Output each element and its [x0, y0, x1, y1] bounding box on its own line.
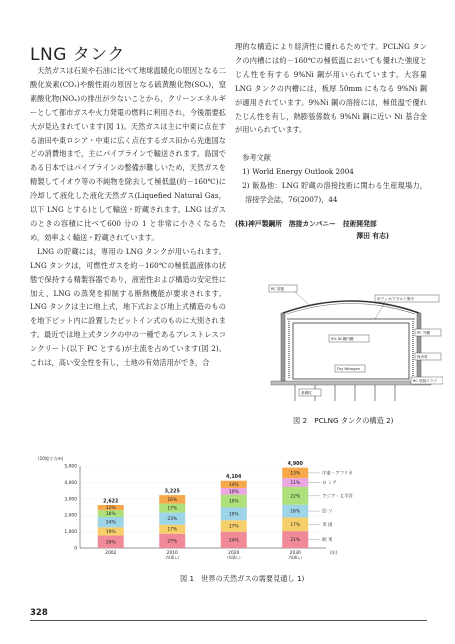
tank-structure-diagram: [265, 283, 443, 403]
legend-label: ロ シア: [322, 481, 337, 487]
legend-label: 米 国: [322, 522, 333, 528]
data-label: 24%: [228, 538, 239, 544]
figure2-caption: 図 2 PCLNG タンクの構造 2): [293, 416, 394, 425]
y-axis-label: (10億立方m): [38, 456, 64, 461]
x-tick-label: 2020: [228, 551, 240, 556]
data-label: 16%: [167, 497, 178, 503]
x-tick-label: 2002: [105, 551, 117, 556]
data-label: 13%: [290, 471, 301, 477]
page-number: 328: [30, 608, 48, 618]
bottom-slab: [271, 381, 431, 385]
data-label: 22%: [290, 494, 301, 500]
data-label: 17%: [228, 524, 239, 530]
author-name: 澤田 有志): [356, 231, 389, 240]
x-tick-label: 2030: [289, 551, 301, 556]
label-insulation: 保冷材: [417, 355, 428, 359]
data-label: 29%: [105, 540, 116, 546]
reference-item: [235, 179, 427, 207]
label-inner-tank: 9% Ni 鋼内槽: [331, 337, 354, 341]
data-label: 17%: [167, 527, 178, 533]
right-column: [235, 40, 427, 242]
x-tick-sublabel: (見通し): [288, 555, 303, 560]
x-axis-unit: (年): [330, 550, 338, 555]
label-rc-roof: RC 屋根: [271, 287, 285, 291]
data-label: 17%: [167, 506, 178, 512]
data-label: 14%: [228, 482, 239, 488]
data-label: 23%: [167, 517, 178, 523]
y-tick-label: 3,000: [64, 497, 77, 503]
roof-dome: [283, 301, 419, 313]
y-tick-label: 4,000: [64, 480, 77, 486]
data-label: 19%: [228, 512, 239, 518]
label-dry-nitrogen: Dry Nitrogen: [337, 367, 360, 371]
data-label: 17%: [290, 522, 301, 528]
x-tick-sublabel: (見通し): [165, 555, 180, 560]
legend-label: 旧 ソ: [322, 509, 333, 515]
data-label: 11%: [290, 481, 301, 487]
total-label: 3,225: [164, 489, 180, 495]
data-label: 16%: [105, 512, 116, 518]
y-tick-label: 1,000: [64, 530, 77, 536]
data-label: 16%: [290, 509, 301, 515]
data-label: 10%: [228, 489, 239, 495]
legend-label: アジア・太平洋: [322, 494, 353, 500]
total-label: 4,900: [287, 462, 303, 468]
reference-item: [235, 165, 427, 179]
data-label: 19%: [228, 499, 239, 505]
author-affiliation: (株)神戸製鋼所 溶接カンパニー 技術開発部: [235, 219, 377, 228]
references-heading: 参考文献: [242, 153, 271, 163]
y-tick-label: 2,000: [64, 513, 77, 519]
paragraph: LNG の貯蔵には，専用の LNG タンクが用いられます。LNG タンクは，可燃性ガスを約－160℃の極低温液体の状態で保持する精製容器であり，液密性および構造の安定性に加え，LNG の蒸発を抑制する断熱機能が要求されます。LNG タンクは主に地上式，地下式および地上式構造のものを地下ピット内に設置したピットイン式のものに大別されます。最近では地上式タンクの中の一種であるプレストレスコンクリート(以下 PC とする)が主流を占めています(図 2)。これは，高い安全性を有し，土地の有効活用ができ，合: [30, 246, 226, 368]
left-column: [30, 64, 226, 370]
author-block: [235, 218, 427, 242]
footer-rule: [30, 620, 427, 621]
label-bottom-slab: RC 底版スラブ: [413, 379, 437, 383]
page-title: LNG タンク: [30, 45, 125, 65]
legend-label: 欧 米: [322, 538, 333, 544]
paragraph: 天然ガスは石炭や石油に比べて地球温暖化の原因となる二酸化炭素(CO₂)や酸性雨の原因となる硫黄酸化物(SOₓ)，窒素酸化物(NOₓ)の排出が少ないことから，クリーンエネルギーとして都市ガスや火力発電の燃料に利用され，今後需要拡大が見込まれています(図 1)。天然ガスは主に中東に点在する油田や東ロシア・中東に広く点在するガス田から先進国などの消費地まで，主にパイプラインで輸送されます。島国である日本ではパイプラインの整備が難しいため，天然ガスを精製してイオウ等の不純物を除去して極低温(約－160℃)に冷却して液化した液化天然ガス(Liquefied Natural Gas，以下 LNG とする)として輸送・貯蔵されます。LNG はガスのときの容積に比べて600 分の 1 と非常に小さくなるため，効率よく輸送・貯蔵されています。: [30, 66, 226, 242]
x-tick-sublabel: (見通し): [226, 555, 241, 560]
figure1-caption: 図 1 世界の天然ガスの需要見通し 1): [180, 574, 305, 583]
y-tick-label: 5,000: [64, 464, 77, 470]
outer-wall-left: [281, 313, 285, 381]
total-label: 4,104: [226, 475, 242, 481]
label-pc-wall: PC 外槽: [417, 331, 431, 335]
y-tick-label: 0: [74, 546, 77, 552]
data-label: 27%: [167, 539, 178, 545]
label-piles: 基礎杭: [301, 391, 312, 395]
reference-text: 飯島他：LNG 貯蔵の溶接技術に関わる生産現場力，溶接学会誌，76(2007)，44: [245, 181, 427, 205]
data-label: 21%: [290, 538, 301, 544]
outer-wall-right: [417, 313, 421, 381]
data-label: 19%: [105, 529, 116, 535]
gas-demand-chart: [36, 452, 416, 570]
data-label: 12%: [105, 506, 116, 512]
legend-label: 中東・アフリカ: [322, 471, 353, 477]
reference-text: World Energy Outlook 2004: [252, 167, 354, 177]
reference-number: 1): [242, 167, 250, 177]
reference-number: 2): [242, 181, 250, 191]
total-label: 2,622: [103, 499, 119, 505]
x-tick-label: 2010: [166, 551, 178, 556]
label-suspended-deck: 吊デッキ/アダルミ保冷: [377, 297, 414, 301]
data-label: 24%: [105, 520, 116, 526]
paragraph: 理的な構造により経済性に優れるためです。PCLNG タンクの内槽には約－160℃の極低温においても優れた強度とじん性を有する 9%Ni 鋼が用いられています。大容量 LNG タンクの内槽には，板厚 50mm にもなる 9%Ni 鋼が適用されています。9%Ni 鋼の溶接には，極低温で優れたじん性を有し，熱膨張係数も 9%Ni 鋼に近い Ni 基合金が用いられています。: [235, 42, 427, 135]
